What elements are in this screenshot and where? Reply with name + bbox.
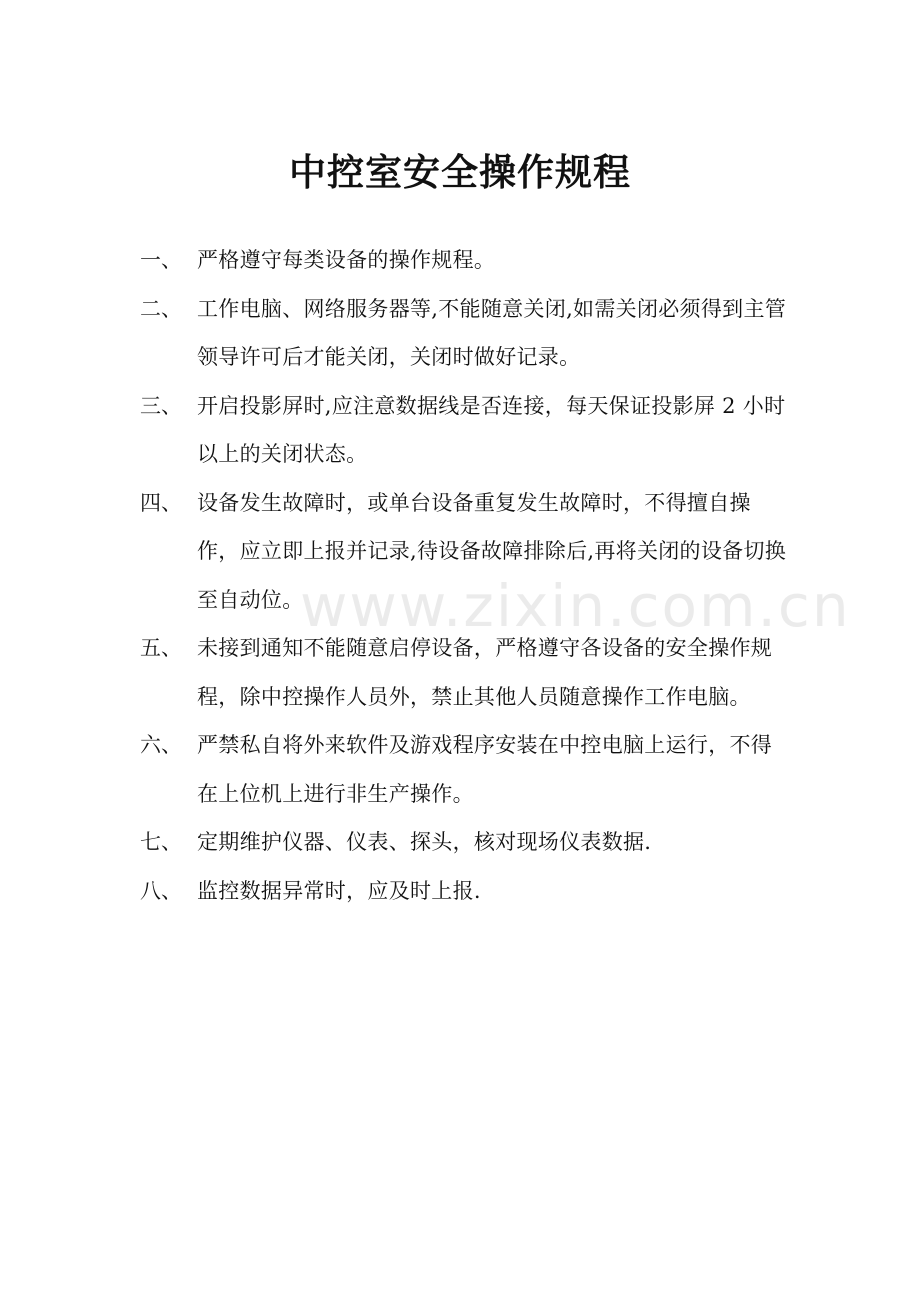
- rule-number: 五、: [140, 636, 182, 660]
- rule-number: 八、: [140, 878, 182, 903]
- rule-item: [140, 867, 790, 916]
- rule-number: 三、: [140, 393, 182, 418]
- rule-number: 一、: [140, 248, 182, 272]
- rule-text: 监控数据异常时，应及时上报.: [197, 878, 481, 903]
- rule-item: [140, 285, 790, 382]
- rule-item: [140, 236, 790, 285]
- document-title: 中控室安全操作规程: [289, 151, 631, 194]
- rule-number: 七、: [140, 830, 182, 854]
- rule-text: 工作电脑、网络服务器等,不能随意关闭,如需关闭必须得到主管领导许可后才能关闭，关闭时做好记录。: [197, 296, 787, 369]
- rule-item: [140, 818, 790, 867]
- rule-number: 四、: [140, 490, 182, 515]
- rule-text: 开启投影屏时,应注意数据线是否连接，每天保证投影屏 2 小时以上的关闭状态。: [197, 393, 786, 466]
- rule-text: 定期维护仪器、仪表、探头，核对现场仪表数据.: [197, 830, 652, 854]
- watermark: www.zixin.com.cn: [300, 572, 851, 640]
- rule-number: 二、: [140, 296, 182, 321]
- rule-text: 设备发生故障时，或单台设备重复发生故障时，不得擅自操作，应立即上报并记录,待设备故障排除后,再将关闭的设备切换至自动位。: [197, 490, 787, 612]
- rule-text: 未接到通知不能随意启停设备，严格遵守各设备的安全操作规程，除中控操作人员外，禁止其他人员随意操作工作电脑。: [197, 636, 773, 709]
- rule-text: 严禁私自将外来软件及游戏程序安装在中控电脑上运行，不得在上位机上进行非生产操作。: [197, 733, 773, 806]
- rule-text: 严格遵守每类设备的操作规程。: [197, 248, 496, 272]
- rule-number: 六、: [140, 733, 182, 757]
- rule-item: [140, 382, 790, 479]
- rule-item: [140, 721, 790, 818]
- rules-list: [140, 236, 790, 915]
- rule-item: [140, 479, 790, 625]
- rule-item: [140, 624, 790, 721]
